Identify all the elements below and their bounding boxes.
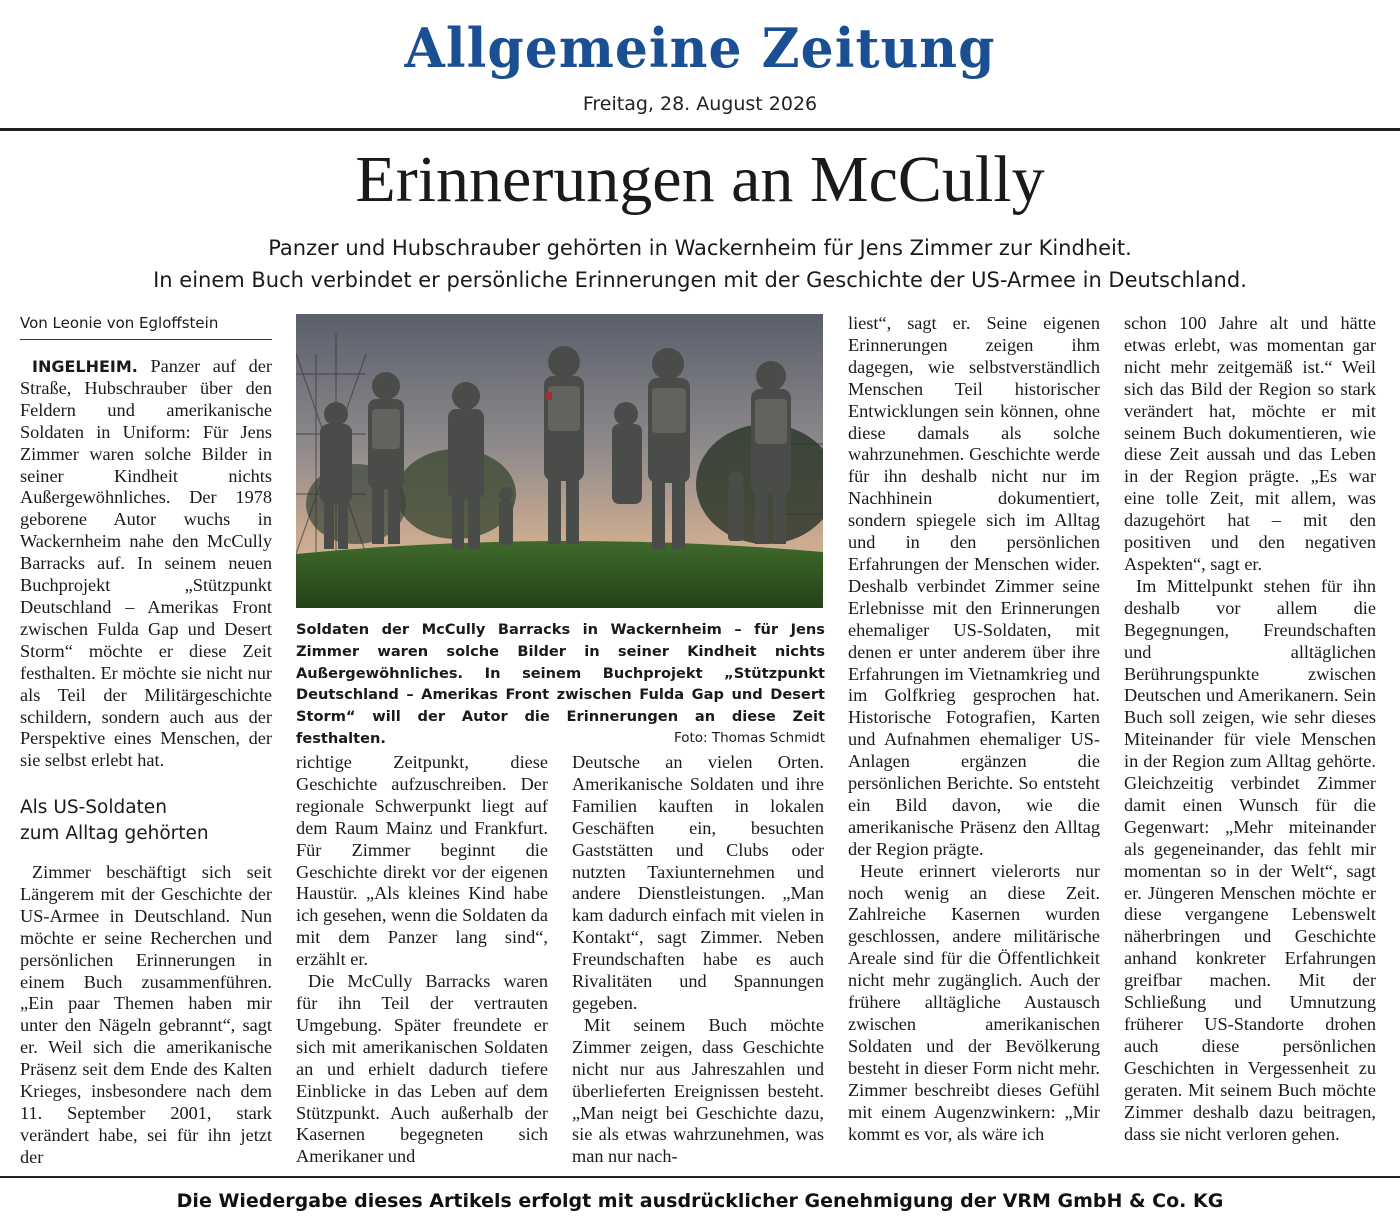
subheading-line-2: zum Alltag gehörten (20, 823, 209, 844)
subheading-line-1: Als US-Soldaten (20, 797, 167, 818)
column-1-bottom (20, 862, 272, 1169)
paragraph: Heute erinnert vielerorts nur noch wenig an diese Zeit. Zahlreiche Kasernen wurden geschlossen, andere militärische Areale sind für die Öffentlichkeit nicht mehr zugänglich. Auch der frühere alltägliche Austausch zwischen amerikanischen Soldaten und der Bevölkerung besteht in dieser Form nicht mehr. Zimmer beschreibt dieses Gefühl mit einem Augenzwinkern: „Mir kommt es vor, als wäre ich (848, 860, 1100, 1144)
column-1-top (20, 356, 272, 772)
paragraph: Im Mittelpunkt stehen für ihn deshalb vor allem die Begegnungen, Freundschaften und alltäglichen Berührungspunkte zwischen Deutschen und Amerikanern. Sein Buch soll zeigen, wie sehr dieses Miteinander für viele Menschen in der Region zum Alltag gehörte. Gleichzeitig verbindet Zimmer damit einen Wunsch für die Gegenwart: „Mehr miteinander als gegeneinander, das fehlt mir momentan so in der Welt“, sagt er. Jüngeren Menschen möchte er diese vergangene Lebenswelt näherbringen und Geschichte anhand konkreter Erfahrungen greifbar machen. Mit der Schließung und Umnutzung früherer US-Standorte drohen auch diese persönlichen Geschichten in Vergessenheit zu geraten. Mit seinem Buch möchte Zimmer deshalb dazu beitragen, dass sie nicht verloren gehen. (1124, 575, 1376, 1144)
reprint-notice: Die Wiedergabe dieses Artikels erfolgt mit ausdrücklicher Genehmigung der VRM GmbH & Co. KG (176, 1190, 1224, 1212)
paragraph: Zimmer beschäftigt sich seit Längerem mit der Geschichte der US-Armee in Deutschland. Nun möchte er seine Recherchen und persönlichen Erinnerungen in einem Buch zusammenführen. „Ein paar Themen haben mir unter den Nägeln gebrannt“, sagt er. Weil sich die amerikanische Präsenz seit dem Ende des Kalten Krieges, insbesondere nach dem 11. September 2001, stark verändert habe, sei für ihn jetzt der (20, 862, 272, 1167)
soldiers-photo-illustration (296, 314, 823, 608)
lead-paragraph (20, 356, 272, 772)
subhead-line-1: Panzer und Hubschrauber gehörten in Wackernheim für Jens Zimmer zur Kindheit. (268, 236, 1132, 260)
byline: Von Leonie von Egloffstein (20, 313, 272, 340)
issue-date: Freitag, 28. August 2026 (582, 93, 818, 115)
column-2 (296, 752, 548, 1168)
masthead (0, 0, 1400, 128)
caption-text: Soldaten der McCully Barracks in Wackernheim – für Jens Zimmer waren solche Bilder in seiner Kindheit nichts Außergewöhnliches. In seinem Buchprojekt „Stützpunkt Deutschland – Amerikas Front zwischen Fulda Gap und Desert Storm“ will der Autor die Erinnerungen an diese Zeit festhalten. (296, 621, 825, 747)
masthead-divider (0, 128, 1400, 131)
article-photo (296, 314, 823, 608)
subhead-line-2: In einem Buch verbindet er persönliche Erinnerungen mit der Geschichte der US-Armee in Deutschland. (153, 268, 1247, 292)
paragraph: Deutsche an vielen Orten. Amerikanische Soldaten und ihre Familien kauften in lokalen Geschäften ein, besuchten Gaststätten und Clubs oder nutzten Taxiunternehmen und andere Dienstleistungen. „Man kam dadurch einfach mit vielen in Kontakt“, sagt Zimmer. Neben Freundschaften habe es auch Rivalitäten und Spannungen gegeben. (572, 752, 824, 1013)
photo-caption (296, 619, 825, 750)
paragraph: schon 100 Jahre alt und hätte etwas erlebt, was momentan gar nicht mehr zeitgemäß ist.“ Weil sich das Bild der Region so stark verändert hat, möchte er mit seinem Buch dokumentieren, wie diese Zeit aussah und das Leben in der Region prägte. „Es war eine tolle Zeit, mit allem, was dazugehört hat – mit den positiven und den negativen Aspekten“, sagt er. (1124, 313, 1376, 574)
newspaper-logo: Allgemeine Zeitung (404, 16, 996, 81)
column-3 (572, 752, 824, 1168)
photo-credit: Foto: Thomas Schmidt (673, 729, 825, 746)
paragraph: Mit seinem Buch möchte Zimmer zeigen, dass Geschichte nicht nur aus Jahreszahlen und überlieferten Ereignissen besteht. „Man neigt bei Geschichte dazu, sie als etwas wahrzunehmen, was man nur nach- (572, 1014, 824, 1167)
column-5 (1124, 313, 1376, 1145)
article-headline: Erinnerungen an McCully (355, 143, 1045, 216)
paragraph: richtige Zeitpunkt, diese Geschichte aufzuschreiben. Der regionale Schwerpunkt liegt auf dem Raum Mainz und Frankfurt. Für Zimmer beginnt die Geschichte direkt vor der eigenen Haustür. „Als kleines Kind habe ich gesehen, wenn die Soldaten da mit dem Panzer lang sind“, erzählt er. (296, 752, 548, 970)
section-subheading (20, 795, 272, 847)
column-4 (848, 313, 1100, 1145)
dateline: INGELHEIM. (32, 357, 138, 376)
paragraph: Die McCully Barracks waren für ihn Teil der vertrauten Umgebung. Später freundete er sich mit amerikanischen Soldaten an und erhielt dadurch tiefere Einblicke in das Leben auf dem Stützpunkt. Auch außerhalb der Kasernen begegneten sich Amerikaner und (296, 971, 548, 1167)
footer-divider (0, 1176, 1400, 1178)
lead-text: Panzer auf der Straße, Hubschrauber über den Feldern und amerikanische Soldaten in Uniform: Für Jens Zimmer waren solche Bilder in seiner Kindheit nichts Außergewöhnliches. Der 1978 geborene Autor wuchs in Wackernheim nahe den McCully Barracks auf. In seinem neuen Buchprojekt „Stützpunkt Deutschland – Amerikas Front zwischen Fulda Gap und Desert Storm“ möchte er diese Zeit festhalten. Er möchte sie nicht nur als Teil der Militärgeschichte schildern, sondern auch aus der Perspektive eines Menschen, der sie selbst erlebt hat. (20, 356, 272, 771)
article-subhead (0, 232, 1400, 296)
paragraph: liest“, sagt er. Seine eigenen Erinnerungen zeigen ihm dagegen, wie selbstverständlich Menschen Teil historischer Entwicklungen sein können, ohne diese damals als solche wahrzunehmen. Geschichte werde für ihn deshalb nicht nur im Nachhinein dokumentiert, sondern spiegele sich im Alltag und in den persönlichen Erfahrungen der Menschen wider. Deshalb verbindet Zimmer seine Erlebnisse mit den Erinnerungen ehemaliger US-Soldaten, mit denen er unter anderem über ihre Erfahrungen im Vietnamkrieg und im Golfkrieg gesprochen hat. Historische Fotografien, Karten und Aufnahmen ehemaliger US-Anlagen ergänzen die persönlichen Berichte. So entsteht ein Bild davon, wie die amerikanische Präsenz den Alltag der Region prägte. (848, 313, 1100, 859)
